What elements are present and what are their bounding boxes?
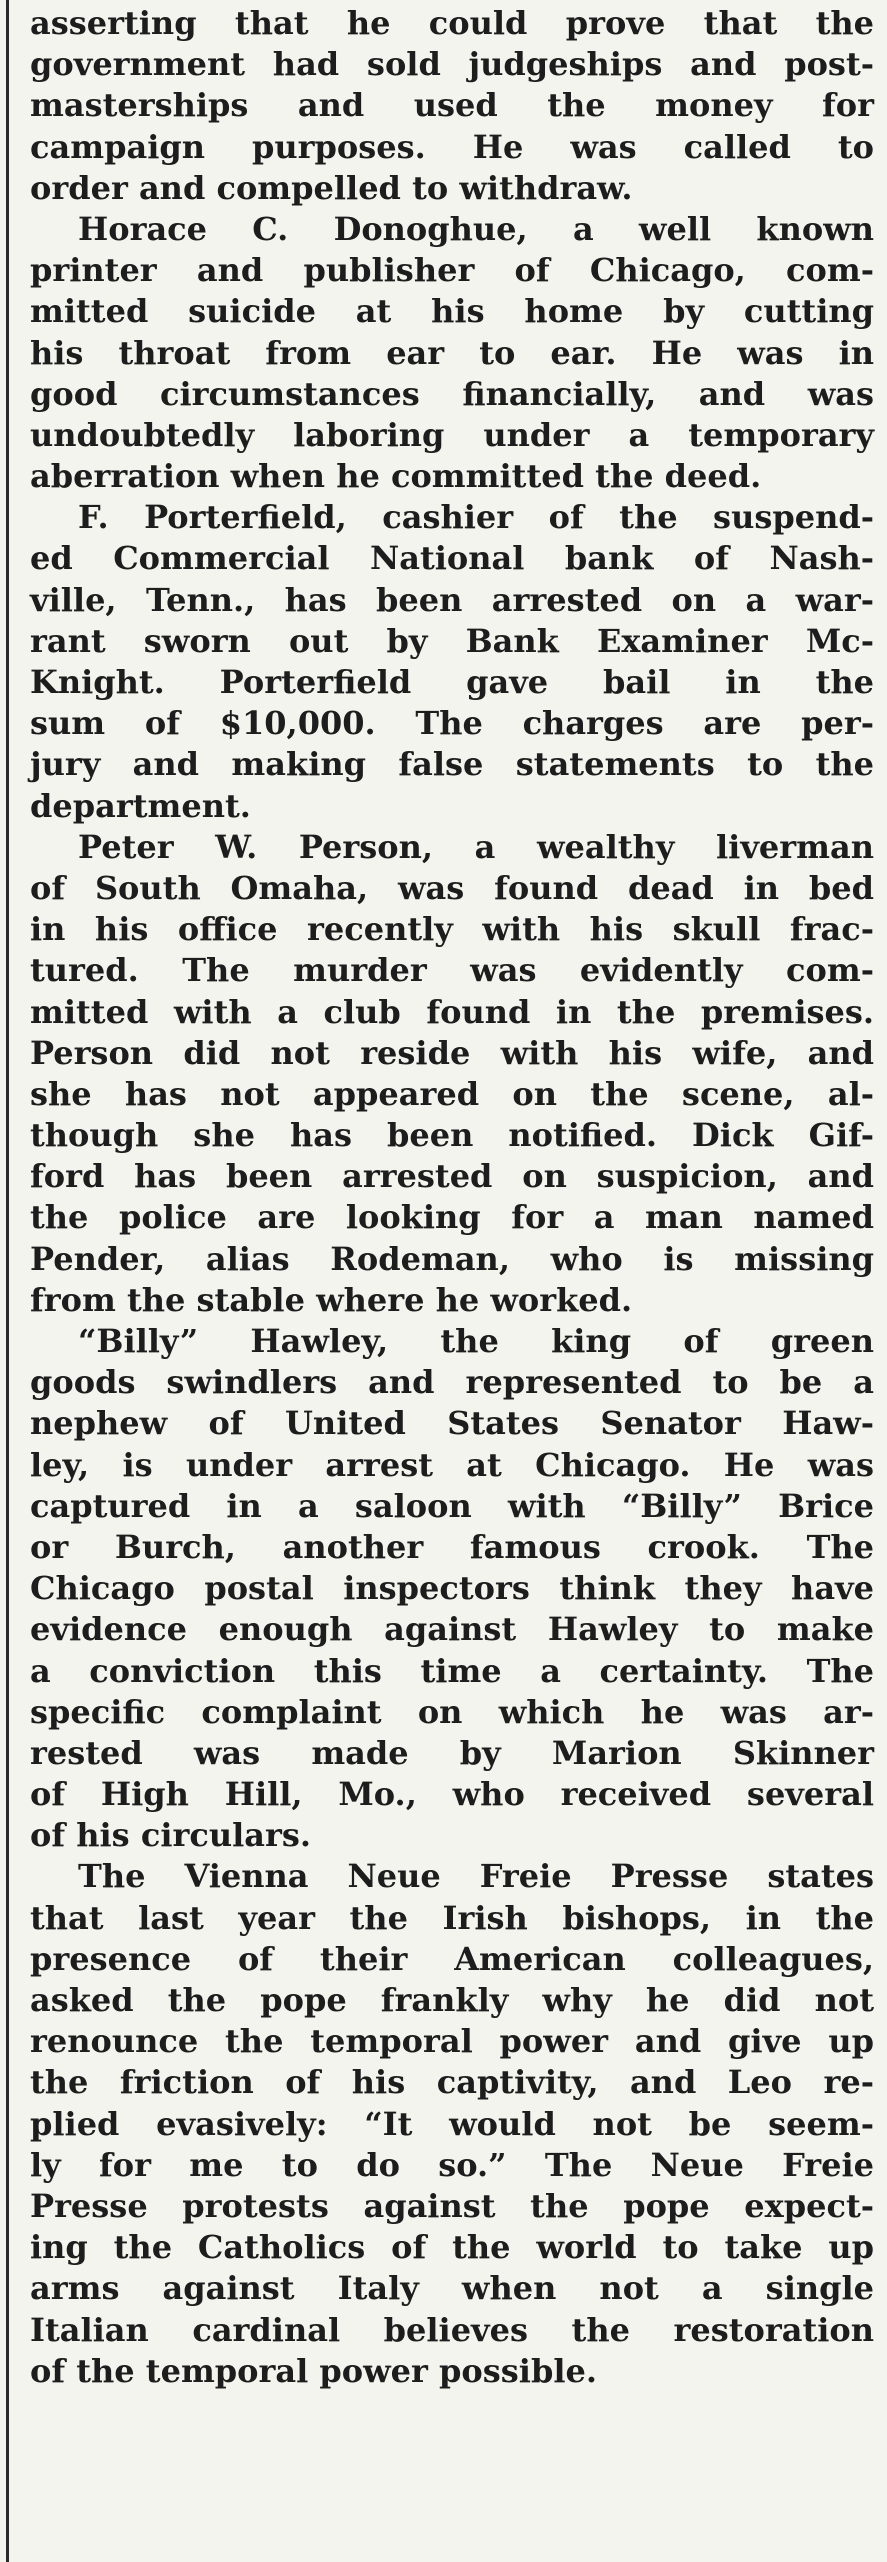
text-line: mitted suicide at his home by cutting [30,292,874,331]
text-line: F. Porterfield, cashier of the suspend- [78,498,874,537]
text-line: Peter W. Person, a wealthy liverman [78,827,874,866]
text-line: Presse protests against the pope expect- [30,2186,874,2225]
text-line: the friction of his captivity, and Leo re- [30,2063,874,2102]
paragraph-continuation [30,3,874,209]
paragraph-porterfield [30,497,874,827]
text-line: mitted with a club found in the premises. [30,992,874,1031]
text-line: rested was made by Marion Skinner [30,1733,874,1772]
text-line: that last year the Irish bishops, in the [30,1898,874,1937]
text-line: Knight. Porterfield gave bail in the [30,663,874,701]
text-line: “Billy” Hawley, the king of green [78,1322,874,1360]
text-line: nephew of United States Senator Haw- [30,1404,874,1443]
text-line: or Burch, another famous crook. The [30,1527,874,1566]
text-line: Person did not reside with his wife, and [30,1033,874,1072]
text-line: order and compelled to withdraw. [30,168,633,207]
text-line: sum of $10,000. The charges are per- [30,704,874,743]
text-line: Chicago postal inspectors think they have [30,1569,874,1608]
text-line: campaign purposes. He was called to [30,127,874,166]
paragraph-vienna [30,1856,874,2391]
text-line: his throat from ear to ear. He was in [30,333,874,372]
text-line: asserting that he could prove that the [30,4,874,42]
paragraph-person [30,827,874,1321]
text-line: ford has been arrested on suspicion, and [30,1157,874,1196]
text-line: presence of their American colleagues, [30,1939,874,1978]
text-line: ing the Catholics of the world to take up [30,2228,874,2267]
text-line: plied evasively: “It would not be seem- [30,2104,874,2143]
text-line: specific complaint on which he was ar- [30,1692,874,1731]
paragraph-donoghue [30,209,874,497]
text-line: though she has been notified. Dick Gif- [30,1116,874,1155]
text-line: Pender, alias Rodeman, who is missing [30,1239,874,1278]
text-line: from the stable where he worked. [30,1280,633,1319]
text-line: she has not appeared on the scene, al- [30,1074,874,1113]
paragraph-hawley [30,1321,874,1856]
text-line: the police are looking for a man named [30,1198,874,1237]
text-line: of his circulars. [30,1816,311,1855]
text-line: of the temporal power possible. [30,2351,597,2390]
text-line: captured in a saloon with “Billy” Brice [30,1486,874,1525]
text-line: jury and making false statements to the [30,745,874,784]
text-line: rant sworn out by Bank Examiner Mc- [30,621,874,660]
text-line: in his office recently with his skull frac- [30,910,874,949]
text-line: ley, is under arrest at Chicago. He was [30,1445,874,1484]
text-line: government had sold judgeships and post- [30,45,874,84]
text-line: evidence enough against Hawley to make [30,1610,874,1649]
text-line: a conviction this time a certainty. The [30,1651,874,1690]
text-line: of South Omaha, was found dead in bed [30,868,874,907]
text-line: arms against Italy when not a single [30,2269,874,2308]
text-line: asked the pope frankly why he did not [30,1981,874,2019]
text-line: renounce the temporal power and give up [30,2022,874,2061]
column-rule [6,0,9,2562]
text-line: department. [30,786,251,825]
text-line: aberration when he committed the deed. [30,457,762,496]
text-line: of High Hill, Mo., who received several [30,1775,874,1814]
text-line: goods swindlers and represented to be a [30,1363,874,1402]
text-line: ville, Tenn., has been arrested on a war- [30,580,874,619]
text-line: Horace C. Donoghue, a well known [78,209,874,248]
text-line: ly for me to do so.” The Neue Freie [30,2145,874,2184]
news-article [30,3,874,2392]
text-line: printer and publisher of Chicago, com- [30,251,874,290]
text-line: Italian cardinal believes the restoration [30,2310,874,2349]
text-line: masterships and used the money for [30,86,874,125]
text-line: tured. The murder was evidently com- [30,951,874,990]
text-line: The Vienna Neue Freie Presse states [78,1857,874,1896]
text-line: good circumstances financially, and was [30,374,874,413]
text-line: ed Commercial National bank of Nash- [30,539,874,578]
text-line: undoubtedly laboring under a temporary [30,415,874,454]
